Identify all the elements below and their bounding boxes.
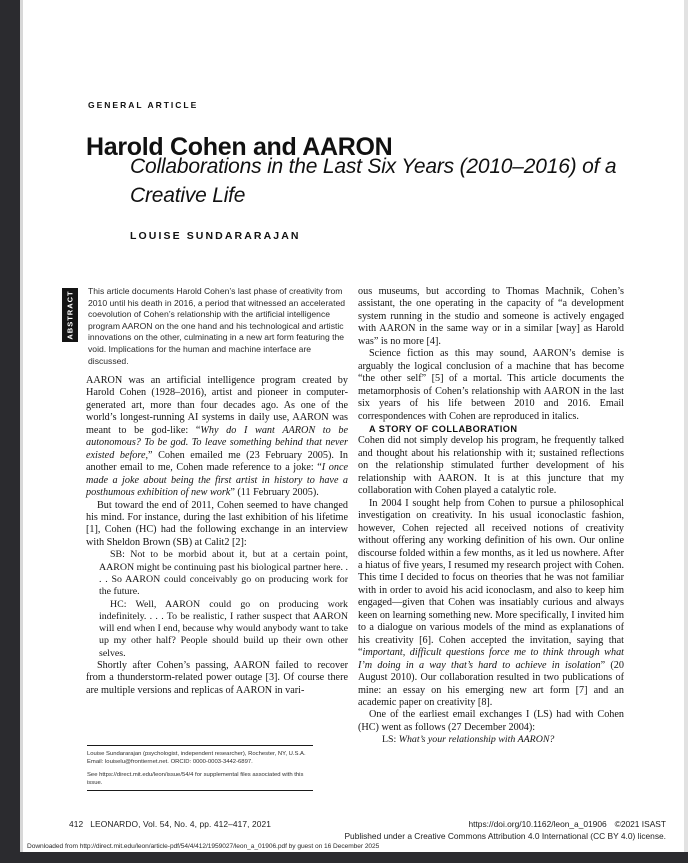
license-notice: Published under a Creative Commons Attribution 4.0 International (CC BY 4.0) license.: [344, 830, 666, 841]
abstract-body: This article documents Harold Cohen’s last phase of creativity from 2010 until his death in 2016, a period that witnessed an accelerated coevolution of Cohen’s relationship with the artificial intelligence program AARON on the one hand and his technological and artistic innovations on the other, culminating in a new art form featuring the void. Implications for the human and machine interface are discussed.: [88, 286, 346, 366]
section-heading: A STORY OF COLLABORATION: [369, 423, 518, 434]
journal-citation: LEONARDO, Vol. 54, No. 4, pp. 412–417, 2021: [90, 819, 272, 829]
abstract-label-tab: [62, 288, 78, 342]
footnote-supplemental: See https://direct.mit.edu/leon/issue/54/4 for supplemental files associated with this issue.: [87, 771, 304, 786]
blockquote-ls: [358, 734, 624, 746]
text-run: ” Cohen emailed me (23 February 2005). In another email to me, Cohen made reference to a joke: “: [86, 449, 348, 474]
email-quote-italic: I once made a joke about being the first artist in history to have a posthumous exhibition of new work: [86, 462, 348, 499]
article-author: LOUISE SUNDARARAJAN: [130, 230, 301, 242]
email-quote-italic: important, difficult questions force me to think through what I’m doing in a way that’s hard to achieve in isolation: [358, 647, 624, 671]
paragraph: But toward the end of 2011, Cohen seemed to have changed his mind. For instance, during the last exhibition of his lifetime [1], Cohen (HC) had the following exchange in an interview with Sheldon Brown (SB) at Calit2 [2]:: [86, 499, 348, 548]
paragraph: Shortly after Cohen’s passing, AARON failed to recover from a thunderstorm-related power outage [3]. Of course there are multiple versions and replicas of AARON in vari-: [86, 660, 348, 696]
email-quote-italic: What’s your relationship with AARON?: [398, 734, 555, 746]
paragraph: One of the earliest email exchanges I (LS) had with Cohen (HC) went as follows (27 December 2004):: [358, 709, 624, 733]
article-kicker: GENERAL ARTICLE: [88, 100, 199, 110]
blockquote-hc: HC: Well, AARON could go on producing work indefinitely. . . . To be realistic, I rather suspect that AARON will end when I end, because why would anybody want to take up my other half? People should build up their own other selves.: [99, 598, 348, 659]
article-subtitle: Collaborations in the Last Six Years (2010–2016) of a Creative Life: [130, 155, 617, 207]
paragraph: [86, 375, 348, 500]
footer-right: [306, 819, 666, 842]
page-number: 412: [69, 819, 84, 829]
abstract-label-text: ABSTRACT: [65, 290, 75, 340]
page-right-gutter: [684, 0, 688, 863]
footnote-rule-top: [87, 745, 313, 746]
page-left-edge-shadow: [0, 0, 20, 863]
footnote-affiliation: Louise Sundararajan (psychologist, independent researcher), Rochester, NY, U.S.A. Email: louiselu@frontiernet.net. ORCID: 0000-0003-3442-6897.: [87, 750, 306, 765]
blockquote-sb: SB: Not to be morbid about it, but at a certain point, AARON might be continuing past his biological partner here. . . . So AARON could conceivably go on producing work for the future.: [99, 549, 348, 598]
footer-doi-line: [306, 819, 666, 831]
footnote-rule-bottom: [87, 790, 313, 791]
doi-link[interactable]: https://doi.org/10.1162/leon_a_01906: [468, 819, 607, 829]
paragraph: Science fiction as this may sound, AARON’s demise is arguably the logical conclusion of a machine that has become “the other self” [5] of a mortal. This article documents the metamorphosis of Cohen’s relationship with AARON in the last six years of his life between 2010 and 2016. Email correspondences with Cohen are reproduced in italics.: [358, 348, 624, 422]
download-watermark: Downloaded from http://direct.mit.edu/leon/article-pdf/54/4/412/1959027/leon_a_01906.pdf by guest on 16 December 2025: [27, 843, 380, 850]
paragraph: Cohen did not simply develop his program, he frequently talked and thought about his relationship with it; sustained reflections on the relationship stimulated further development of his relationship with AARON. It is at this juncture that my collaboration with Cohen played a catalytic role.: [358, 435, 624, 497]
page-title: Harold Cohen and AARON: [86, 132, 393, 161]
paragraph: ous museums, but according to Thomas Machnik, Cohen’s assistant, the one operating in the capacity of “a development system running in the studio and someone is actively engaged with AARON in the same way or in a similar [way] as Harold was” is no more [4].: [358, 286, 624, 347]
copyright-notice: ©2021 ISAST: [614, 819, 666, 829]
body-column-left: [86, 375, 348, 697]
page-left-gutter: [20, 0, 23, 863]
text-run: ” (11 February 2005).: [230, 487, 319, 499]
text-run: AARON was an artificial intelligence program created by Harold Cohen (1928–2016), artist and pioneer in computer-generated art, more than four decades ago. As one of the world’s longest-running AI systems in daily use, AARON was meant to be god-like: “: [86, 375, 348, 436]
body-column-right: [358, 286, 624, 747]
email-quote-italic: Why do I want AARON to be autonomous? To be god. To leave something behind that never existed before,: [86, 424, 349, 461]
footer-left: [69, 819, 271, 829]
text-run: ” (20 August 2010). Our collaboration resulted in two publications of mine: an essay on his emerging new art form [7] and an academic paper on creativity [8].: [358, 659, 624, 708]
author-footnote: [87, 745, 313, 791]
text-run: In 2004 I sought help from Cohen to pursue a philosophical investigation on creativity. In his usual iconoclastic fashion, however, Cohen rejected all received notions of creativity without offering any working definition of his own. Our online discourse folded within a few months, as it led us nowhere. After a hiatus of five years, I resumed my research project with Cohen. This time I decided to focus on theories that he was not familiar with in order to avoid his acid iconoclasm, and also to keep him engaged—given that Cohen was insatiably curious and always keen on learning something new. More specifically, I invited him to a dialogue on various models of the mind as explanations of his creativity [6]. Cohen accepted the invitation, saying that “: [358, 497, 624, 659]
speaker-label: LS:: [382, 734, 397, 746]
page-bottom-edge-shadow: [0, 852, 688, 863]
paragraph: [358, 498, 624, 710]
